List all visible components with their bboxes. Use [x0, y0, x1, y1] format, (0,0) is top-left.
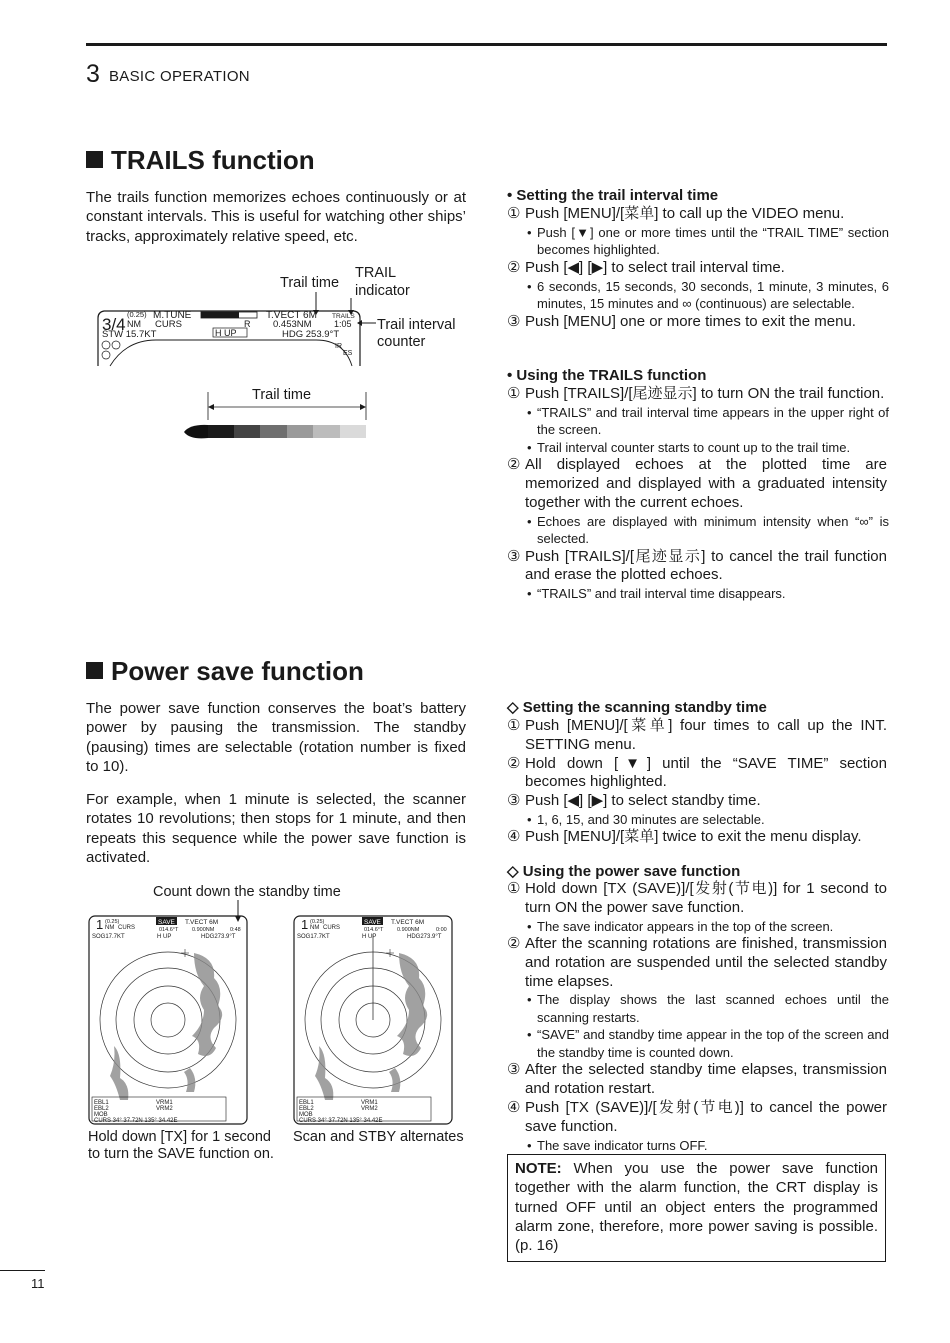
step: ② All displayed echoes at the plotted time are memorized and displayed with a graduated intensity together with the current echoes.: [507, 456, 887, 511]
arrowhead: [235, 916, 241, 922]
ebl1: EBL1: [299, 1100, 314, 1106]
screen-hup: H UP: [215, 328, 237, 338]
chapter-title: BASIC OPERATION: [109, 68, 250, 85]
step: ① Push [TRAILS]/[尾迹显示] to turn ON the trail function.: [507, 385, 885, 402]
screen-left: [89, 916, 247, 1124]
trail-segment: [287, 425, 313, 438]
save-indicator: SAVE: [364, 919, 381, 926]
bullet: • Push [▼] one or more times until the “TRAIL TIME” section becomes highlighted.: [527, 224, 889, 258]
echo: [192, 953, 222, 1056]
screen-tune: M.TUNE: [153, 310, 192, 321]
step: ③ Push [MENU] one or more times to exit the menu.: [507, 312, 856, 330]
status-icon: [102, 351, 110, 359]
screen-dist: 0.453NM: [273, 319, 312, 330]
label-trail-indicator-1: TRAIL: [355, 265, 397, 281]
tune-bar-fill: [201, 312, 239, 318]
arrowhead: [360, 404, 366, 410]
bullet: • The display shows the last scanned echoes until the scanning restarts.: [527, 992, 889, 1025]
step: ② Hold down [▼] until the “SAVE TIME” section becomes highlighted.: [507, 754, 887, 791]
screen-range: 1: [96, 917, 104, 932]
trail-segment: [234, 425, 260, 438]
trail-segment: [208, 425, 234, 438]
status-icon: [102, 341, 110, 349]
power-heading: [86, 656, 364, 687]
step: ③ After the selected standby time elapses, transmission and rotation restart.: [507, 1061, 887, 1098]
screen-nm: NM: [127, 319, 141, 329]
mob: MOB: [299, 1112, 313, 1118]
bullet: • Trail interval counter starts to count up to the trail time.: [527, 439, 851, 455]
page-number-rule: [0, 1270, 45, 1271]
trail-segment: [340, 425, 366, 438]
screen-hdg: HDG 253.9°T: [282, 329, 340, 340]
power-using-steps: [507, 880, 889, 1154]
screen-tvect: T.VECT 6M: [391, 919, 425, 926]
trails-figure: [86, 260, 486, 450]
save-indicator: SAVE: [158, 919, 175, 926]
trails-setting-steps: [507, 205, 889, 331]
range-ring: [134, 986, 202, 1054]
vrm1: VRM1: [156, 1100, 173, 1106]
screen-stw: STW 15.7KT: [102, 329, 157, 340]
bullet: • 1, 6, 15, and 30 minutes are selectable.: [527, 811, 765, 827]
screen-ring: (0.25): [127, 310, 147, 319]
label-trail-indicator-2: indicator: [355, 283, 410, 299]
screen-tvect: T.VECT 6M: [185, 919, 219, 926]
screen-trails: TRAILS: [332, 313, 355, 320]
header-rule: [86, 43, 887, 46]
screen-ring: (0.25): [105, 919, 120, 925]
echo: [397, 953, 427, 1056]
screen-sog: SOG17.7KT: [297, 934, 330, 940]
step: ③ Push [TRAILS]/[尾迹显示] to cancel the trail function and erase the plotted echoes.: [507, 547, 887, 584]
screen-bearing: 014.6°T: [364, 927, 384, 933]
chapter-number: 3: [86, 60, 100, 88]
caption-left-1: Hold down [TX] for 1 second: [88, 1129, 271, 1145]
step: ① Push [MENU]/[菜单] to call up the VIDEO menu.: [507, 205, 845, 222]
label-interval-counter-1: Trail interval: [377, 317, 456, 333]
screen-ring: (0.25): [310, 919, 325, 925]
power-using-title: ◇ Using the power save function: [507, 863, 741, 880]
label-interval-counter-2: counter: [377, 334, 426, 350]
vrm2: VRM2: [361, 1106, 378, 1112]
vrm1: VRM1: [361, 1100, 378, 1106]
step: ② After the scanning rotations are finished, transmission and rotation are suspended until the selected standby time elapses.: [507, 935, 887, 990]
power-setting-steps: [507, 717, 889, 847]
power-intro-1: The power save function conserves the boat’s battery power by pausing the transmission. The standby (pausing) times are selectable (rotation number is fixed to 10).: [86, 700, 466, 775]
bullet: • “TRAILS” and trail interval time appears in the upper right of the screen.: [527, 404, 889, 438]
screen-r: R: [244, 319, 251, 329]
screen-range: 1: [301, 917, 309, 932]
cursor-position: CURS 34° 37.72N 135° 34.42E: [94, 1118, 178, 1124]
echo-head: [184, 425, 208, 439]
note-label: NOTE:: [515, 1160, 562, 1177]
label-trail-time-top: Trail time: [280, 275, 340, 291]
label-trail-time-bottom: Trail time: [252, 387, 312, 403]
power-setting-title: ◇ Setting the scanning standby time: [507, 699, 767, 716]
range-ring: [151, 1003, 185, 1037]
step: ④ Push [MENU]/[菜单] twice to exit the menu display.: [507, 828, 862, 846]
screen-time: 1:05: [334, 319, 352, 329]
screen-ir: IR: [335, 343, 342, 350]
power-intro-2: For example, when 1 minute is selected, the scanner rotates 10 revolutions; then stops for 1 minute, and then repeats this sequence while the power save function is activated.: [86, 791, 466, 866]
caption-right: Scan and STBY alternates: [293, 1129, 464, 1145]
bullet: • 6 seconds, 15 seconds, 30 seconds, 1 minute, 3 minutes, 6 minutes, 15 minutes and ∞ (continuous) are selectable.: [527, 278, 889, 312]
step: ① Hold down [TX (SAVE)]/[发射(节电)] for 1 second to turn ON the power save function.: [507, 880, 887, 916]
screen-sog: SOG17.7KT: [92, 934, 125, 940]
note-text: When you use the power save function together with the alarm function, the CRT display is turned OFF until an object enters the programmed alarm zone, therefore, more power saving is possible. (p. 16): [515, 1160, 878, 1255]
screen-bearing: 014.6°T: [159, 927, 179, 933]
ebl1: EBL1: [94, 1100, 109, 1106]
cursor-position: CURS 34° 37.72N 135° 34.42E: [299, 1118, 383, 1124]
step: ① Push [MENU]/[菜单] four times to call up the INT. SETTING menu.: [507, 717, 887, 753]
trails-title: TRAILS function: [111, 145, 315, 175]
screen-curs: CURS: [155, 319, 182, 330]
trails-using-title: • Using the TRAILS function: [507, 367, 707, 384]
status-icon: [112, 341, 120, 349]
screen-es: ES: [343, 350, 353, 357]
step: ③ Push [◀] [▶] to select standby time.: [507, 792, 761, 810]
trail-segment: [313, 425, 340, 438]
bullet: • “TRAILS” and trail interval time disappears.: [527, 586, 786, 602]
heading-square-icon: [86, 662, 103, 679]
page-number: 11: [31, 1276, 45, 1291]
arrowhead: [208, 404, 214, 410]
bullet: • The save indicator appears in the top of the screen.: [527, 918, 834, 934]
screen-arc: [110, 340, 352, 366]
screen-time: 0:48: [230, 927, 241, 933]
mob: MOB: [94, 1112, 108, 1118]
label-countdown: Count down the standby time: [153, 884, 341, 900]
vrm2: VRM2: [156, 1106, 173, 1112]
screen-curs: CURS: [118, 925, 136, 931]
trails-setting-title: • Setting the trail interval time: [507, 187, 719, 204]
echo: [184, 1068, 195, 1092]
screen-time: 0:00: [436, 927, 447, 933]
screen-right: [294, 916, 452, 1124]
screen-hdg: HDG273.9°T: [407, 934, 442, 940]
screen-hup: H UP: [362, 934, 377, 940]
step: ② Push [◀] [▶] to select trail interval time.: [507, 258, 785, 276]
bullet: • Echoes are displayed with minimum intensity when “∞” is selected.: [527, 513, 889, 547]
step: ④ Push [TX (SAVE)]/[发射(节电)] to cancel the power save function.: [507, 1099, 887, 1135]
screen-hdg: HDG273.9°T: [201, 934, 236, 940]
bullet: • The save indicator turns OFF.: [527, 1137, 708, 1153]
screen-frame: [89, 916, 247, 1124]
ebl2: EBL2: [299, 1106, 314, 1112]
bullet: • “SAVE” and standby time appear in the top of the screen and the standby time is counted down.: [527, 1027, 889, 1060]
note-box: [507, 1154, 886, 1262]
ebl2: EBL2: [94, 1106, 109, 1112]
trails-intro: The trails function memorizes echoes continuously or at constant intervals. This is useful for watching other ships’ tracks, approximately relative speed, etc.: [86, 189, 466, 245]
heading-square-icon: [86, 151, 103, 168]
screen-hup: H UP: [157, 934, 172, 940]
power-figure: [86, 878, 486, 1168]
trails-using-steps: [507, 385, 889, 603]
screen-dist: 0.900NM: [192, 927, 215, 933]
power-title: Power save function: [111, 656, 364, 686]
trails-heading: [86, 145, 315, 176]
screen-dist: 0.900NM: [397, 927, 420, 933]
screen-range: 3/4: [102, 315, 126, 334]
screen-nm: NM: [310, 925, 320, 931]
caption-left-2: to turn the SAVE function on.: [88, 1146, 274, 1162]
screen-tvect: T.VECT 6M: [266, 310, 317, 321]
echo: [389, 1068, 400, 1092]
screen-nm: NM: [105, 925, 115, 931]
trail-segment: [260, 425, 287, 438]
screen-curs: CURS: [323, 925, 341, 931]
